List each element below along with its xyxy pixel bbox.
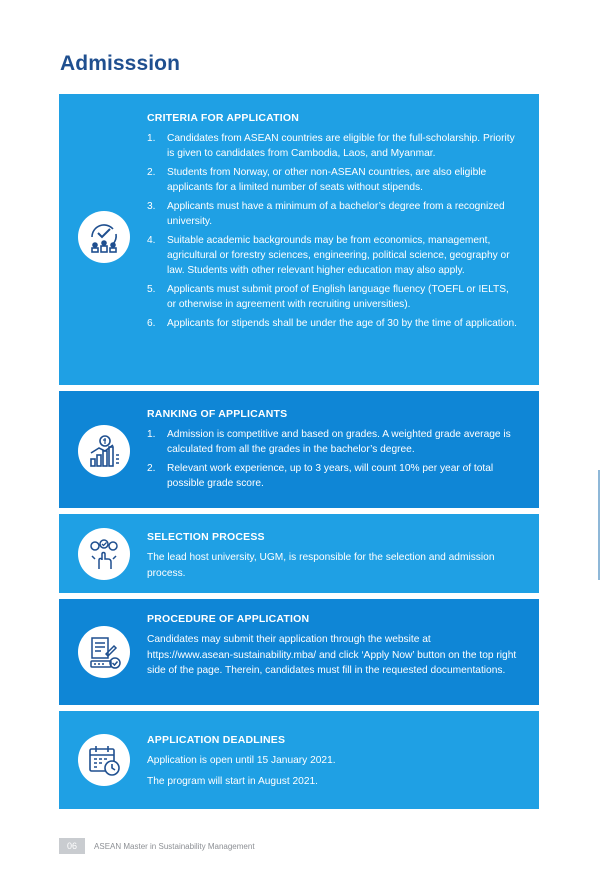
list-item: 6. Applicants for stipends shall be under the age of 30 by the time of application. [147,318,517,329]
application-form-icon [78,626,130,678]
procedure-title: PROCEDURE OF APPLICATION [147,613,310,625]
list-item: 4. Suitable academic backgrounds may be from economics, management, agricultural or forestry sciences, engineering, political science, geography or law. Students with other relevant higher education may also apply. [147,235,510,276]
list-item: 1. Candidates from ASEAN countries are eligible for the full-scholarship. Priority is given to candidates from Cambodia, Laos, and Myanmar. [147,133,515,159]
ranking-list [147,427,519,491]
selection-title: SELECTION PROCESS [147,531,265,543]
footer-text: ASEAN Master in Sustainability Management [94,841,255,851]
ranking-section [59,391,539,508]
ranking-chart-icon [78,425,130,477]
ranking-title: RANKING OF APPLICANTS [147,408,288,420]
criteria-list [147,131,519,331]
list-item: 5. Applicants must submit proof of English language fluency (TOEFL or IELTS, or otherwise in agreement with recruiting universities). [147,284,509,310]
list-item: 2. Students from Norway, or other non-ASEAN countries, are also eligible applicants for a limited number of seats without stipends. [147,167,487,193]
page-title: Admisssion [60,52,181,75]
procedure-section [59,599,539,705]
list-item: 3. Applicants must have a minimum of a bachelor’s degree from a recognized university. [147,201,505,227]
selection-hand-icon [78,528,130,580]
calendar-clock-icon [78,734,130,786]
deadlines-section [59,711,539,809]
page-number: 06 [59,838,85,854]
deadlines-line-open: Application is open until 15 January 2021. [147,755,336,766]
procedure-text: Candidates may submit their application through the website at https://www.asean-sustainability.mba/ and click ‘Apply Now’ button on the top right side of the page. Therein, candidates must fill in the requested documentations. [147,634,517,676]
checklist-people-icon [78,211,130,263]
page-footer [59,838,255,854]
deadlines-line-start: The program will start in August 2021. [147,775,319,787]
selection-text: The lead host university, UGM, is responsible for the selection and admission process. [147,552,495,579]
deadlines-title: APPLICATION DEADLINES [147,734,286,746]
selection-section [59,514,539,593]
criteria-title: CRITERIA FOR APPLICATION [147,112,299,124]
criteria-section [59,94,539,385]
list-item: 2. Relevant work experience, up to 3 years, will count 10% per year of total possible grade score. [147,463,494,489]
list-item: 1. Admission is competitive and based on grades. A weighted grade average is calculated from all the grades in the bachelor’s degree. [147,429,511,455]
